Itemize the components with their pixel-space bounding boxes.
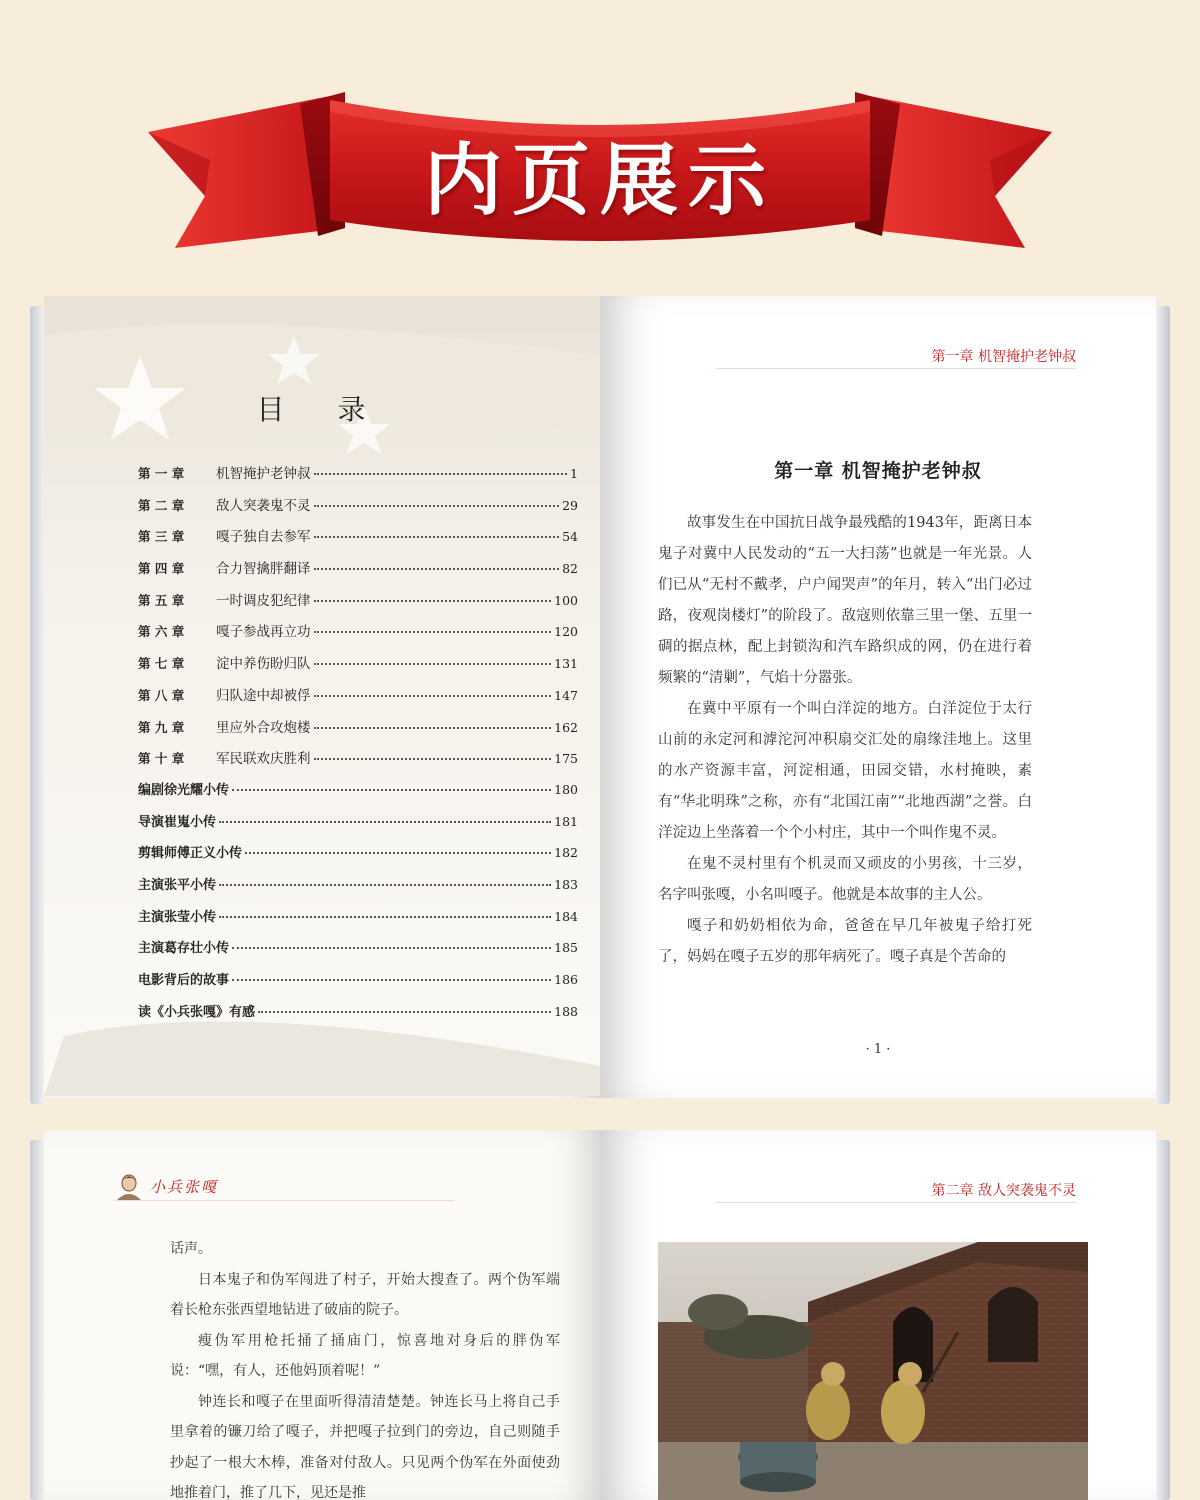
toc-leader-dots [314, 631, 552, 633]
toc-extra-name: 主演葛存壮小传 [138, 941, 230, 957]
toc-leader-dots [314, 695, 552, 697]
paragraph: 钟连长和嘎子在里面听得清清楚楚。钟连长马上将自己手里拿着的镰刀给了嘎子，并把嘎子拉到门的旁边，自己则随手抄起了一根大木棒，准备对付敌人。只见两个伪军在外面使劲地推着门，推了几下，见还是推 [170, 1393, 560, 1500]
toc-page-number: 54 [562, 529, 578, 545]
toc-leader-dots [314, 663, 552, 665]
story-body-text [170, 1234, 560, 1500]
toc-chapter-name: 淀中养伤盼归队 [216, 656, 311, 673]
toc-chapter-name: 里应外合攻炮楼 [216, 719, 311, 736]
toc-entry[interactable] [138, 462, 578, 494]
toc-page-number: 184 [554, 908, 578, 924]
running-head: 第一章 机智掩护老钟叔 [931, 349, 1076, 365]
chapter-title: 第一章 机智掩护老钟叔 [774, 460, 982, 482]
toc-page [44, 296, 600, 1098]
toc-extra-entry[interactable] [138, 937, 578, 969]
paragraph: 嘎子和奶奶相依为命，爸爸在早几年被鬼子给打死了，妈妈在嘎子五岁的那年病死了。嘎子真是个苦命的 [658, 918, 1032, 965]
toc-extra-name: 导演崔嵬小传 [138, 814, 217, 830]
chapter-one-page [600, 296, 1156, 1098]
toc-page-number: 82 [562, 561, 578, 577]
toc-leader-dots [219, 821, 551, 823]
toc-extra-name: 读《小兵张嘎》有感 [138, 1004, 256, 1020]
toc-chapter-label: 第 二 章 [138, 497, 185, 513]
toc-chapter-label: 第 四 章 [138, 561, 185, 577]
paragraph: 故事发生在中国抗日战争最残酷的1943年，距离日本鬼子对冀中人民发动的“五一大扫荡”也就是一年光景。人们已从“无村不戴孝，户户闻哭声”的年月，转入“出门必过路，夜观岗楼灯”的阶段了。敌寇则依靠三里一堡、五里一碉的据点林，配上封锁沟和汽车路织成的网，仍在进行着频繁的“清剿”，气焰十分嚣张。 [658, 515, 1032, 686]
toc-leader-dots [314, 758, 552, 760]
toc-chapter-label: 第 九 章 [138, 719, 185, 735]
page-stack-left-edge [30, 1140, 44, 1500]
toc-page-number: 186 [554, 972, 578, 987]
book-spread-2 [30, 1130, 1170, 1500]
book-spread-1 [30, 296, 1170, 1104]
toc-leader-dots [314, 568, 560, 570]
toc-chapter-label: 第 七 章 [138, 656, 185, 672]
paragraph: 话声。 [170, 1241, 212, 1257]
toc-page-number: 181 [554, 813, 578, 829]
toc-chapter-label: 第 五 章 [138, 592, 185, 608]
toc-chapter-name: 敌人突袭鬼不灵 [216, 497, 311, 514]
toc-extra-entry[interactable] [138, 969, 578, 1001]
chapter-body-text [658, 508, 1032, 973]
toc-entry[interactable] [138, 652, 578, 684]
toc-page-number: 29 [562, 497, 578, 513]
boy-portrait-icon [114, 1172, 144, 1200]
toc-leader-dots [219, 916, 551, 918]
toc-leader-dots [314, 536, 560, 538]
toc-extra-entry[interactable] [138, 779, 578, 811]
toc-entry[interactable] [138, 620, 578, 652]
toc-page-number: 1 [570, 466, 578, 481]
toc-leader-dots [314, 600, 552, 602]
toc-extra-name: 电影背后的故事 [138, 973, 230, 988]
toc-page-number: 180 [554, 781, 578, 797]
paragraph: 在冀中平原有一个叫白洋淀的地方。白洋淀位于太行山前的永定河和滹沱河冲积扇交汇处的扇缘洼地上。这里的水产资源丰富，河淀相通，田园交错，水村掩映，素有“华北明珠”之称，亦有“北国江南”“北地西湖”之誉。白洋淀边上坐落着一个个小村庄，其中一个叫作鬼不灵。 [658, 701, 1032, 841]
toc-leader-dots [314, 505, 560, 507]
toc-extra-entry[interactable] [138, 842, 578, 874]
toc-page-number: 120 [554, 624, 578, 640]
toc-extra-name: 主演张莹小传 [138, 909, 217, 925]
toc-leader-dots [314, 473, 568, 475]
toc-entry[interactable] [138, 525, 578, 557]
toc-chapter-label: 第 一 章 [138, 466, 185, 481]
toc-chapter-name: 机智掩护老钟叔 [216, 466, 311, 482]
toc-leader-dots [232, 947, 551, 949]
story-page-left [44, 1130, 600, 1500]
toc-entry[interactable] [138, 747, 578, 779]
toc-entry[interactable] [138, 684, 578, 716]
toc-page-number: 183 [554, 876, 578, 892]
toc-extra-name: 剪辑师傅正义小传 [138, 846, 243, 862]
toc-leader-dots [258, 1011, 551, 1013]
toc-page-number: 131 [554, 656, 578, 672]
page-stack-right-edge [1156, 306, 1170, 1104]
paragraph: 瘦伪军用枪托捅了捅庙门，惊喜地对身后的胖伪军说：“嘿，有人，还他妈顶着呢！” [170, 1332, 560, 1379]
toc-chapter-label: 第 三 章 [138, 529, 185, 545]
toc-entry[interactable] [138, 557, 578, 589]
story-page-right [600, 1130, 1156, 1500]
page-number: · 1 · [865, 1042, 891, 1057]
toc-leader-dots [219, 884, 551, 886]
toc-extra-name: 主演张平小传 [138, 877, 217, 893]
running-head-rule [716, 1202, 1076, 1203]
toc-chapter-name: 嘎子独自去参军 [216, 529, 311, 546]
banner-title: 内页展示 [423, 136, 776, 226]
toc-chapter-name: 一时调皮犯纪律 [216, 592, 311, 609]
toc-extra-entry[interactable] [138, 906, 578, 938]
toc-leader-dots [232, 789, 551, 791]
toc-extra-name: 编剧徐光耀小传 [138, 782, 230, 798]
page-stack-right-edge [1156, 1140, 1170, 1500]
toc-page-number: 182 [554, 845, 578, 861]
toc-page-number: 162 [554, 719, 578, 735]
toc-page-number: 100 [554, 592, 578, 608]
toc-list [138, 462, 578, 1032]
running-head: 第二章 敌人突袭鬼不灵 [931, 1183, 1076, 1199]
toc-extra-entry[interactable] [138, 1001, 578, 1033]
banner [0, 0, 1200, 270]
toc-leader-dots [245, 852, 551, 854]
page-stack-left-edge [30, 306, 44, 1104]
film-still-photo [658, 1242, 1088, 1500]
toc-chapter-name: 合力智擒胖翻译 [216, 561, 311, 578]
toc-chapter-label: 第 八 章 [138, 687, 185, 703]
toc-title: 目 录 [256, 393, 388, 426]
toc-entry[interactable] [138, 589, 578, 621]
toc-leader-dots [232, 979, 551, 981]
toc-chapter-name: 军民联欢庆胜利 [216, 751, 311, 768]
book-logo [114, 1172, 218, 1200]
toc-chapter-label: 第 十 章 [138, 751, 185, 767]
toc-chapter-label: 第 六 章 [138, 624, 185, 640]
toc-page-number: 185 [554, 940, 578, 956]
toc-entry[interactable] [138, 494, 578, 526]
toc-page-number: 147 [554, 687, 578, 703]
toc-extra-entry[interactable] [138, 874, 578, 906]
book-logo-text: 小兵张嘎 [150, 1177, 219, 1196]
running-head-rule [114, 1200, 454, 1201]
toc-page-number: 188 [554, 1003, 578, 1019]
running-head-rule [716, 368, 1076, 369]
toc-leader-dots [314, 727, 552, 729]
paragraph: 在鬼不灵村里有个机灵而又顽皮的小男孩，十三岁，名字叫张嘎，小名叫嘎子。他就是本故事的主人公。 [658, 856, 1032, 903]
toc-entry[interactable] [138, 716, 578, 748]
paragraph: 日本鬼子和伪军闯进了村子，开始大搜查了。两个伪军端着长枪东张西望地钻进了破庙的院子。 [170, 1271, 560, 1318]
toc-page-number: 175 [554, 751, 578, 767]
toc-extra-entry[interactable] [138, 811, 578, 843]
toc-chapter-name: 归队途中却被俘 [216, 687, 311, 704]
toc-chapter-name: 嘎子参战再立功 [216, 624, 311, 641]
